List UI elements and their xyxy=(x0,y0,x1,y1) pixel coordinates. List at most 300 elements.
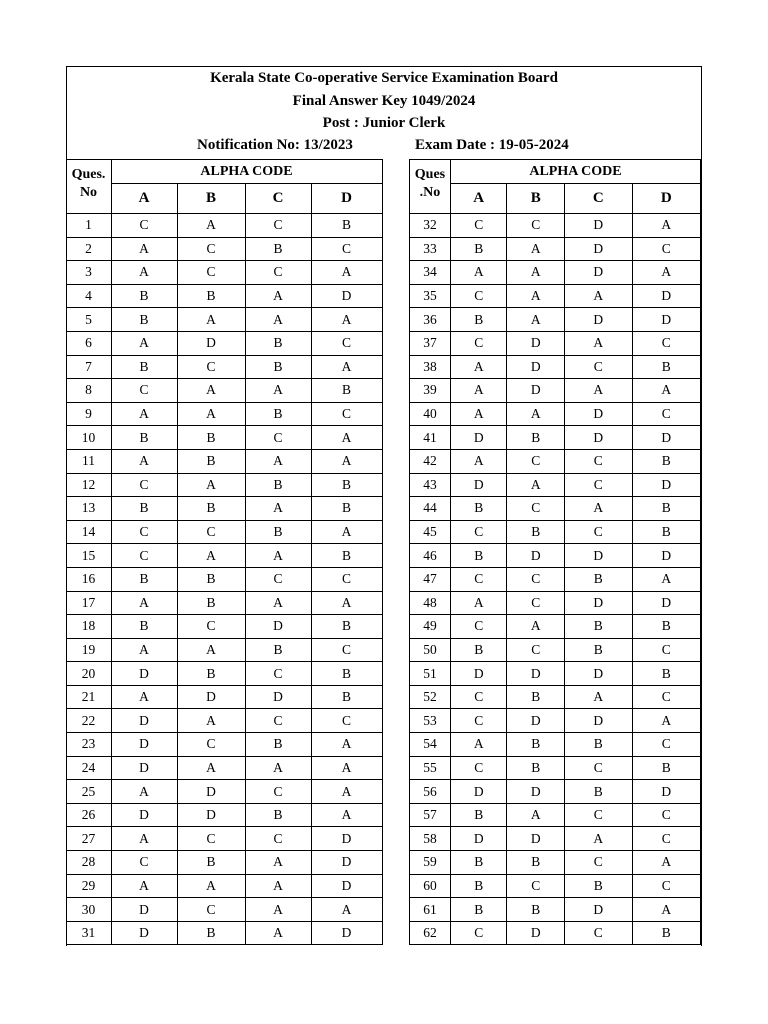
answer-a: C xyxy=(450,685,507,709)
answer-a: A xyxy=(450,355,507,379)
question-number: 13 xyxy=(66,497,111,521)
table-row xyxy=(410,379,701,403)
answer-a: B xyxy=(450,851,507,875)
column-header-c: C xyxy=(245,184,311,214)
answer-c: C xyxy=(565,756,632,780)
answer-d: A xyxy=(311,803,382,827)
question-number: 10 xyxy=(66,426,111,450)
table-row xyxy=(410,898,701,922)
answer-a: D xyxy=(450,827,507,851)
answer-c: D xyxy=(565,214,632,238)
question-number: 53 xyxy=(410,709,451,733)
table-row xyxy=(66,402,382,426)
answer-c: B xyxy=(245,473,311,497)
answer-d: B xyxy=(311,544,382,568)
table-row xyxy=(410,355,701,379)
answer-c: D xyxy=(565,709,632,733)
answer-d: C xyxy=(311,331,382,355)
answer-a: D xyxy=(111,921,177,945)
answer-c: A xyxy=(565,685,632,709)
table-row xyxy=(410,803,701,827)
answer-a: A xyxy=(450,261,507,285)
table-row xyxy=(66,473,382,497)
answer-d: B xyxy=(632,449,700,473)
answer-d: C xyxy=(632,638,700,662)
answer-a: A xyxy=(450,733,507,757)
answer-c: C xyxy=(565,473,632,497)
answer-b: D xyxy=(507,921,565,945)
answer-d: B xyxy=(632,497,700,521)
column-header-d: D xyxy=(632,184,700,214)
question-number: 4 xyxy=(66,284,111,308)
answer-a: D xyxy=(111,898,177,922)
answer-a: C xyxy=(111,544,177,568)
answer-c: B xyxy=(565,567,632,591)
table-row xyxy=(66,449,382,473)
answer-c: B xyxy=(245,733,311,757)
answer-a: B xyxy=(450,497,507,521)
answer-c: C xyxy=(245,662,311,686)
answer-b: B xyxy=(177,567,245,591)
answer-a: D xyxy=(111,662,177,686)
answer-a: A xyxy=(450,449,507,473)
answer-d: C xyxy=(632,733,700,757)
table-row xyxy=(66,567,382,591)
answer-c: B xyxy=(245,355,311,379)
answer-c: C xyxy=(565,921,632,945)
question-number: 46 xyxy=(410,544,451,568)
answer-b: B xyxy=(507,520,565,544)
answer-b: C xyxy=(507,497,565,521)
answer-c: A xyxy=(245,308,311,332)
table-row xyxy=(66,685,382,709)
answer-c: A xyxy=(245,591,311,615)
question-number: 5 xyxy=(66,308,111,332)
answer-d: A xyxy=(311,355,382,379)
answer-c: B xyxy=(565,874,632,898)
question-number: 1 xyxy=(66,214,111,238)
answer-c: A xyxy=(245,379,311,403)
answer-c: C xyxy=(245,567,311,591)
answer-c: C xyxy=(565,803,632,827)
answer-a: D xyxy=(111,733,177,757)
table-row xyxy=(410,921,701,945)
answer-a: A xyxy=(111,261,177,285)
answer-d: C xyxy=(632,237,700,261)
table-row xyxy=(66,355,382,379)
answer-a: A xyxy=(111,591,177,615)
answer-c: D xyxy=(565,898,632,922)
answer-c: B xyxy=(245,638,311,662)
answer-a: A xyxy=(111,874,177,898)
table-row xyxy=(66,331,382,355)
question-number: 54 xyxy=(410,733,451,757)
table-row xyxy=(410,261,701,285)
answer-c: B xyxy=(245,237,311,261)
answer-b: A xyxy=(177,473,245,497)
answer-c: A xyxy=(245,874,311,898)
answer-b: C xyxy=(177,261,245,285)
answer-c: C xyxy=(245,261,311,285)
answer-c: D xyxy=(565,402,632,426)
answer-c: B xyxy=(565,615,632,639)
answer-c: C xyxy=(245,214,311,238)
answer-a: D xyxy=(111,709,177,733)
answer-b: C xyxy=(177,733,245,757)
ques-no-header xyxy=(66,160,111,214)
answer-d: A xyxy=(311,756,382,780)
question-number: 38 xyxy=(410,355,451,379)
answer-c: A xyxy=(245,544,311,568)
question-number: 44 xyxy=(410,497,451,521)
answer-d: C xyxy=(632,685,700,709)
answer-a: A xyxy=(111,402,177,426)
table-row xyxy=(410,638,701,662)
answer-a: C xyxy=(450,709,507,733)
answer-d: C xyxy=(311,638,382,662)
answer-d: A xyxy=(632,214,700,238)
answer-d: D xyxy=(632,308,700,332)
table-row xyxy=(66,237,382,261)
answer-b: C xyxy=(177,237,245,261)
answer-b: A xyxy=(507,615,565,639)
answer-d: B xyxy=(311,473,382,497)
question-number: 8 xyxy=(66,379,111,403)
answer-d: D xyxy=(632,780,700,804)
answer-c: C xyxy=(565,851,632,875)
answer-c: A xyxy=(245,284,311,308)
answer-d: D xyxy=(311,284,382,308)
answer-table-right xyxy=(409,159,701,945)
answer-d: A xyxy=(311,898,382,922)
answer-a: A xyxy=(450,402,507,426)
answer-b: A xyxy=(507,803,565,827)
answer-c: B xyxy=(245,520,311,544)
answer-b: A xyxy=(177,709,245,733)
question-number: 31 xyxy=(66,921,111,945)
answer-b: B xyxy=(507,733,565,757)
answer-c: C xyxy=(245,827,311,851)
answer-b: B xyxy=(507,851,565,875)
table-row xyxy=(66,827,382,851)
answer-b: B xyxy=(177,851,245,875)
answer-b: D xyxy=(177,780,245,804)
answer-b: C xyxy=(177,615,245,639)
table-row xyxy=(410,780,701,804)
question-number: 35 xyxy=(410,284,451,308)
answer-a: D xyxy=(450,473,507,497)
answer-c: C xyxy=(565,449,632,473)
answer-d: A xyxy=(311,308,382,332)
answer-b: B xyxy=(507,685,565,709)
answer-d: B xyxy=(311,214,382,238)
answer-a: B xyxy=(450,308,507,332)
question-number: 23 xyxy=(66,733,111,757)
answer-d: B xyxy=(311,685,382,709)
question-number: 14 xyxy=(66,520,111,544)
answer-d: B xyxy=(632,756,700,780)
answer-d: A xyxy=(632,851,700,875)
table-row xyxy=(66,803,382,827)
answer-b: A xyxy=(177,379,245,403)
table-row xyxy=(66,921,382,945)
answer-b: D xyxy=(507,827,565,851)
question-number: 19 xyxy=(66,638,111,662)
answer-a: B xyxy=(111,308,177,332)
answer-b: A xyxy=(507,237,565,261)
question-number: 42 xyxy=(410,449,451,473)
answer-c: B xyxy=(245,803,311,827)
table-row xyxy=(66,284,382,308)
answer-c: A xyxy=(245,851,311,875)
answer-a: C xyxy=(450,214,507,238)
column-header-d: D xyxy=(311,184,382,214)
answer-b: D xyxy=(507,709,565,733)
question-number: 15 xyxy=(66,544,111,568)
answer-a: C xyxy=(450,615,507,639)
answer-a: C xyxy=(111,214,177,238)
answer-b: C xyxy=(177,827,245,851)
answer-c: A xyxy=(245,497,311,521)
answer-c: A xyxy=(565,827,632,851)
table-row xyxy=(410,237,701,261)
answer-d: B xyxy=(632,355,700,379)
answer-a: C xyxy=(111,851,177,875)
answer-a: B xyxy=(450,874,507,898)
answer-b: B xyxy=(507,756,565,780)
answer-d: B xyxy=(632,520,700,544)
answer-c: A xyxy=(245,898,311,922)
answer-c: A xyxy=(565,497,632,521)
answer-a: A xyxy=(111,827,177,851)
table-row xyxy=(66,851,382,875)
question-number: 49 xyxy=(410,615,451,639)
answer-a: A xyxy=(111,638,177,662)
answer-d: A xyxy=(311,426,382,450)
answer-key-sheet xyxy=(66,66,702,946)
answer-b: A xyxy=(177,308,245,332)
column-header-c: C xyxy=(565,184,632,214)
answer-b: A xyxy=(177,874,245,898)
answer-a: C xyxy=(450,284,507,308)
answer-c: C xyxy=(565,355,632,379)
table-row xyxy=(410,615,701,639)
answer-b: A xyxy=(507,473,565,497)
answer-c: B xyxy=(245,402,311,426)
table-row xyxy=(410,756,701,780)
answer-b: D xyxy=(177,803,245,827)
answer-c: D xyxy=(565,261,632,285)
question-number: 39 xyxy=(410,379,451,403)
answer-b: C xyxy=(177,520,245,544)
answer-a: D xyxy=(450,426,507,450)
table-row xyxy=(66,780,382,804)
table-row xyxy=(410,874,701,898)
table-row xyxy=(410,402,701,426)
question-number: 18 xyxy=(66,615,111,639)
no-label: No xyxy=(79,185,98,200)
post-title: Post : Junior Clerk xyxy=(322,115,446,131)
answer-b: C xyxy=(507,638,565,662)
answer-a: C xyxy=(111,379,177,403)
question-number: 6 xyxy=(66,331,111,355)
answer-b: A xyxy=(507,308,565,332)
answer-d: C xyxy=(632,803,700,827)
answer-b: A xyxy=(177,756,245,780)
answer-b: A xyxy=(177,638,245,662)
question-number: 59 xyxy=(410,851,451,875)
question-number: 16 xyxy=(66,567,111,591)
answer-c: A xyxy=(245,921,311,945)
answer-a: B xyxy=(450,803,507,827)
table-row xyxy=(66,544,382,568)
table-row xyxy=(410,662,701,686)
column-header-a: A xyxy=(450,184,507,214)
answer-c: C xyxy=(245,709,311,733)
answer-a: A xyxy=(450,591,507,615)
answer-b: C xyxy=(507,567,565,591)
answer-a: A xyxy=(111,449,177,473)
question-number: 28 xyxy=(66,851,111,875)
table-row xyxy=(410,851,701,875)
answer-b: B xyxy=(177,449,245,473)
answer-d: A xyxy=(311,591,382,615)
answer-a: A xyxy=(111,237,177,261)
answer-c: A xyxy=(565,379,632,403)
table-row xyxy=(410,426,701,450)
answer-b: C xyxy=(177,355,245,379)
answer-c: C xyxy=(245,426,311,450)
table-row xyxy=(66,261,382,285)
answer-b: B xyxy=(507,898,565,922)
table-row xyxy=(66,733,382,757)
answer-b: D xyxy=(507,379,565,403)
question-number: 43 xyxy=(410,473,451,497)
answer-d: D xyxy=(632,473,700,497)
question-number: 29 xyxy=(66,874,111,898)
table-row xyxy=(410,827,701,851)
answer-b: B xyxy=(177,426,245,450)
table-row xyxy=(66,379,382,403)
answer-d: A xyxy=(632,261,700,285)
table-row xyxy=(410,331,701,355)
question-number: 41 xyxy=(410,426,451,450)
answer-b: C xyxy=(507,591,565,615)
answer-c: A xyxy=(565,284,632,308)
table-row xyxy=(410,520,701,544)
answer-d: C xyxy=(311,709,382,733)
answer-b: C xyxy=(507,214,565,238)
answer-table-left xyxy=(66,159,383,945)
answer-a: B xyxy=(111,355,177,379)
answer-b: A xyxy=(177,544,245,568)
answer-c: A xyxy=(245,449,311,473)
answer-d: A xyxy=(311,449,382,473)
question-number: 58 xyxy=(410,827,451,851)
ques-no-header xyxy=(410,160,451,214)
answer-a: C xyxy=(111,473,177,497)
answer-c: B xyxy=(245,331,311,355)
header xyxy=(67,67,701,159)
table-row xyxy=(410,214,701,238)
answer-d: B xyxy=(632,615,700,639)
answer-b: D xyxy=(507,662,565,686)
question-number: 26 xyxy=(66,803,111,827)
answer-b: D xyxy=(507,780,565,804)
answer-a: A xyxy=(111,331,177,355)
answer-b: C xyxy=(507,449,565,473)
answer-c: B xyxy=(565,638,632,662)
answer-d: C xyxy=(311,402,382,426)
answer-d: B xyxy=(311,615,382,639)
answer-a: A xyxy=(450,379,507,403)
answer-d: A xyxy=(311,520,382,544)
table-row xyxy=(410,473,701,497)
answer-c: A xyxy=(565,331,632,355)
answer-d: B xyxy=(311,662,382,686)
answer-d: B xyxy=(311,497,382,521)
question-number: 27 xyxy=(66,827,111,851)
question-number: 32 xyxy=(410,214,451,238)
answer-b: A xyxy=(177,214,245,238)
exam-date: Exam Date : 19-05-2024 xyxy=(415,137,569,153)
answer-a: D xyxy=(111,803,177,827)
answer-d: A xyxy=(311,261,382,285)
answer-b: C xyxy=(177,898,245,922)
answer-d: A xyxy=(632,567,700,591)
table-row xyxy=(410,567,701,591)
answer-a: A xyxy=(111,780,177,804)
answer-c: C xyxy=(245,780,311,804)
question-number: 7 xyxy=(66,355,111,379)
table-row xyxy=(66,709,382,733)
table-row xyxy=(66,426,382,450)
answer-b: D xyxy=(507,544,565,568)
answer-d: C xyxy=(311,237,382,261)
answer-b: B xyxy=(177,662,245,686)
answer-b: B xyxy=(177,497,245,521)
answer-c: D xyxy=(565,426,632,450)
question-number: 61 xyxy=(410,898,451,922)
question-number: 20 xyxy=(66,662,111,686)
table-row xyxy=(410,685,701,709)
table-row xyxy=(410,449,701,473)
answer-a: B xyxy=(450,544,507,568)
question-number: 12 xyxy=(66,473,111,497)
answer-d: A xyxy=(311,780,382,804)
answer-d: D xyxy=(311,874,382,898)
column-header-b: B xyxy=(177,184,245,214)
answer-b: D xyxy=(507,355,565,379)
answer-d: C xyxy=(632,827,700,851)
answer-b: C xyxy=(507,874,565,898)
answer-a: D xyxy=(450,780,507,804)
question-number: 51 xyxy=(410,662,451,686)
table-row xyxy=(66,591,382,615)
answer-b: B xyxy=(177,591,245,615)
column-header-b: B xyxy=(507,184,565,214)
question-number: 33 xyxy=(410,237,451,261)
answer-d: D xyxy=(632,426,700,450)
answer-d: C xyxy=(632,331,700,355)
answer-b: A xyxy=(177,402,245,426)
answer-b: B xyxy=(177,921,245,945)
table-row xyxy=(66,308,382,332)
column-header-a: A xyxy=(111,184,177,214)
answer-d: B xyxy=(311,379,382,403)
answer-a: C xyxy=(111,520,177,544)
question-number: 37 xyxy=(410,331,451,355)
